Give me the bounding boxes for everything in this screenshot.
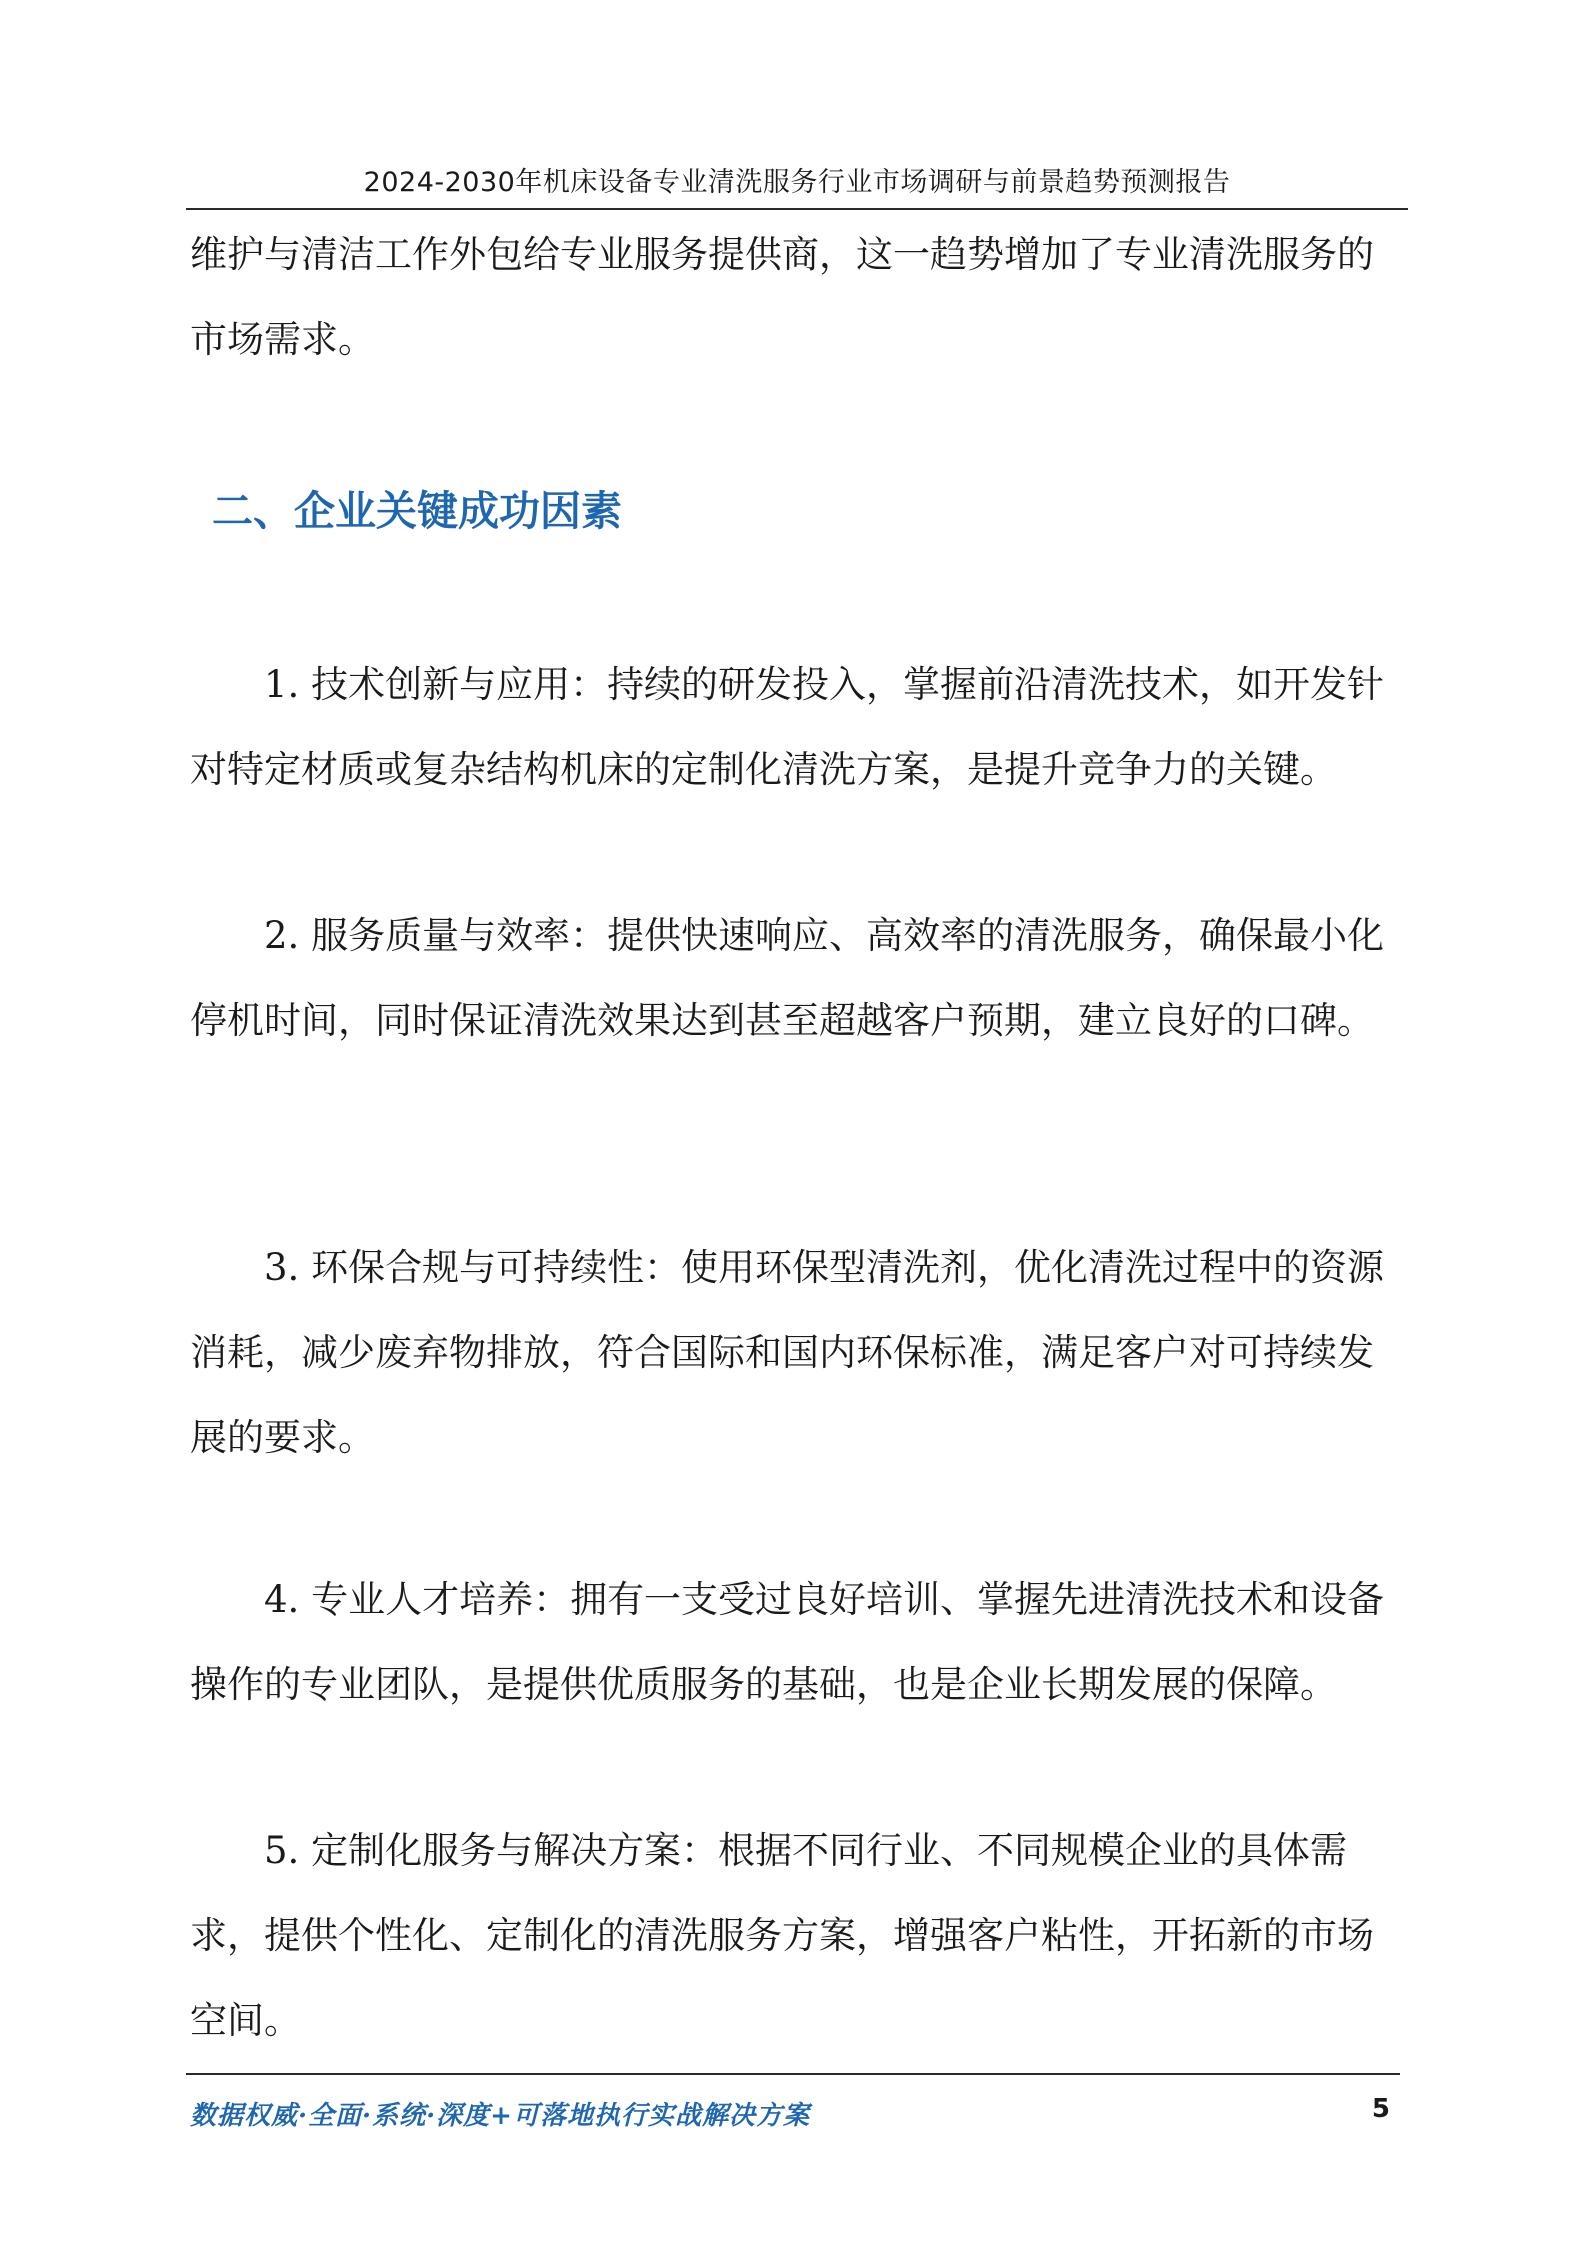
list-item-3: 3. 环保合规与可持续性：使用环保型清洗剂，优化清洗过程中的资源消耗，减少废弃物排放，符合国际和国内环保标准，满足客户对可持续发展的要求。: [190, 1246, 1385, 1459]
list-item-5: 5. 定制化服务与解决方案：根据不同行业、不同规模企业的具体需求，提供个性化、定制化的清洗服务方案，增强客户粘性，开拓新的市场空间。: [190, 1829, 1374, 2042]
list-item-1: 1. 技术创新与应用：持续的研发投入，掌握前沿清洗技术，如开发针对特定材质或复杂结构机床的定制化清洗方案，是提升竞争力的关键。: [190, 663, 1385, 791]
list-item-4: 4. 专业人才培养：拥有一支受过良好培训、掌握先进清洗技术和设备操作的专业团队，是提供优质服务的基础，也是企业长期发展的保障。: [190, 1578, 1385, 1706]
footer-divider: [186, 2073, 1400, 2075]
header-divider: [186, 208, 1408, 210]
report-title: 2024-2030年机床设备专业清洗服务行业市场调研与前景趋势预测报告: [363, 167, 1231, 198]
page-number: 5: [1371, 2094, 1390, 2124]
list-item-2: 2. 服务质量与效率：提供快速响应、高效率的清洗服务，确保最小化停机时间，同时保证清洗效果达到甚至超越客户预期，建立良好的口碑。: [190, 914, 1385, 1042]
section-heading: 二、企业关键成功因素: [212, 487, 622, 535]
intro-paragraph: 维护与清洁工作外包给专业服务提供商，这一趋势增加了专业清洗服务的市场需求。: [190, 233, 1374, 361]
footer-slogan: 数据权威·全面·系统·深度+可落地执行实战解决方案: [190, 2101, 810, 2131]
